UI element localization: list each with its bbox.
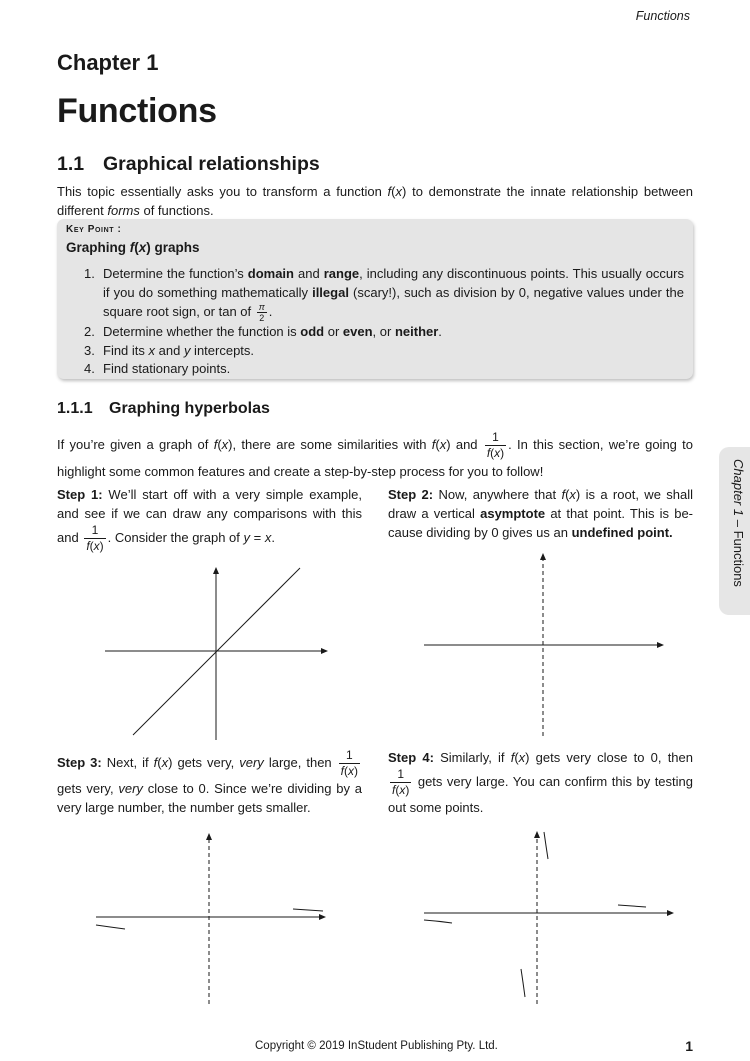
graph-step-2 (420, 548, 670, 738)
section-heading (57, 153, 320, 176)
key-point-title: Graphing f(x) graphs (66, 240, 200, 255)
left-branch-tail (424, 920, 452, 923)
page-number: 1 (685, 1038, 693, 1054)
right-branch-tail (293, 909, 323, 911)
subsection-heading (57, 400, 270, 418)
key-point-box (57, 219, 693, 379)
list-item: 1. Determine the function’s domain and range, including any discontinuous points. This usually occurs if you do something mathematically illegal (scary!), such as division by 0, negative values under the square root sign, or tan of $\frac{\pi}{2}$ . (84, 266, 684, 323)
key-point-list (66, 265, 684, 379)
pi-over-2-fraction: $\frac{\pi}{2}$ (258, 302, 265, 323)
lower-branch-tail (521, 969, 525, 997)
upper-branch-tail (544, 832, 548, 859)
section-number: 1.1 (57, 153, 85, 175)
list-item: 3. Find its x and y intercepts. (84, 342, 255, 358)
copyright-footer: Copyright © 2019 InStudent Publishing Pty. Ltd. (255, 1040, 498, 1052)
step-4-text: Step 4: Similarly, if f(x) gets very close to 0, then $\frac{1}{f(x)}$ gets very large. You can confirm this by testing out some points. (388, 750, 693, 815)
chapter-label: Chapter 1 (57, 50, 159, 75)
section-title: Graphical relationships (103, 153, 320, 175)
list-item: 4. Find stationary points. (84, 361, 231, 376)
subsection-number: 1.1.1 (57, 400, 93, 417)
step-3-text: Step 3: Next, if f(x) gets very, very large, then $\frac{1}{f(x)}$ gets very, very close to 0. Since we’re dividing by a very large number, the number gets smaller. (57, 748, 362, 815)
left-branch-tail (96, 925, 125, 929)
running-header: Functions (635, 9, 690, 23)
chapter-side-tab: Chapter 1 – Functions (719, 447, 750, 615)
reciprocal-fraction: $\frac{1}{f(x)}$ (392, 767, 410, 797)
step-2-text: Step 2: Now, anywhere that f(x) is a root, we shall draw a vertical asymptote at that point. This is be-cause dividing by 0 gives us an undefined point. (388, 487, 694, 540)
hyperbola-intro-paragraph: If you’re given a graph of f(x), there are some similarities with f(x) and $\frac{1}{f(x)}$ . In this section, we’re going to highlight some common features and create a step-by-step process for you to follow! (57, 430, 694, 479)
reciprocal-fraction: $\frac{1}{f(x)}$ (86, 523, 104, 553)
reciprocal-fraction: $\frac{1}{f(x)}$ (486, 430, 505, 460)
graph-step-4 (420, 826, 680, 1006)
right-branch-tail (618, 905, 646, 907)
step-1-text: Step 1: We’ll start off with a very simple example, and see if we can draw any comparisons with this and $\frac{1}{f(x)}$ . Consider the graph of y = x. (57, 487, 362, 553)
reciprocal-fraction: $\frac{1}{f(x)}$ (340, 748, 359, 778)
graph-step-3 (92, 828, 332, 1008)
graph-step-1 (100, 562, 335, 742)
subsection-title: Graphing hyperbolas (109, 400, 270, 417)
chapter-title: Functions (57, 92, 217, 130)
list-item: 2. Determine whether the function is odd or even, or neither. (84, 324, 442, 339)
key-point-label: Key Point : (66, 224, 122, 235)
intro-paragraph: This topic essentially asks you to transform a function f(x) to demonstrate the innate relationship between different forms of functions. (57, 184, 693, 218)
